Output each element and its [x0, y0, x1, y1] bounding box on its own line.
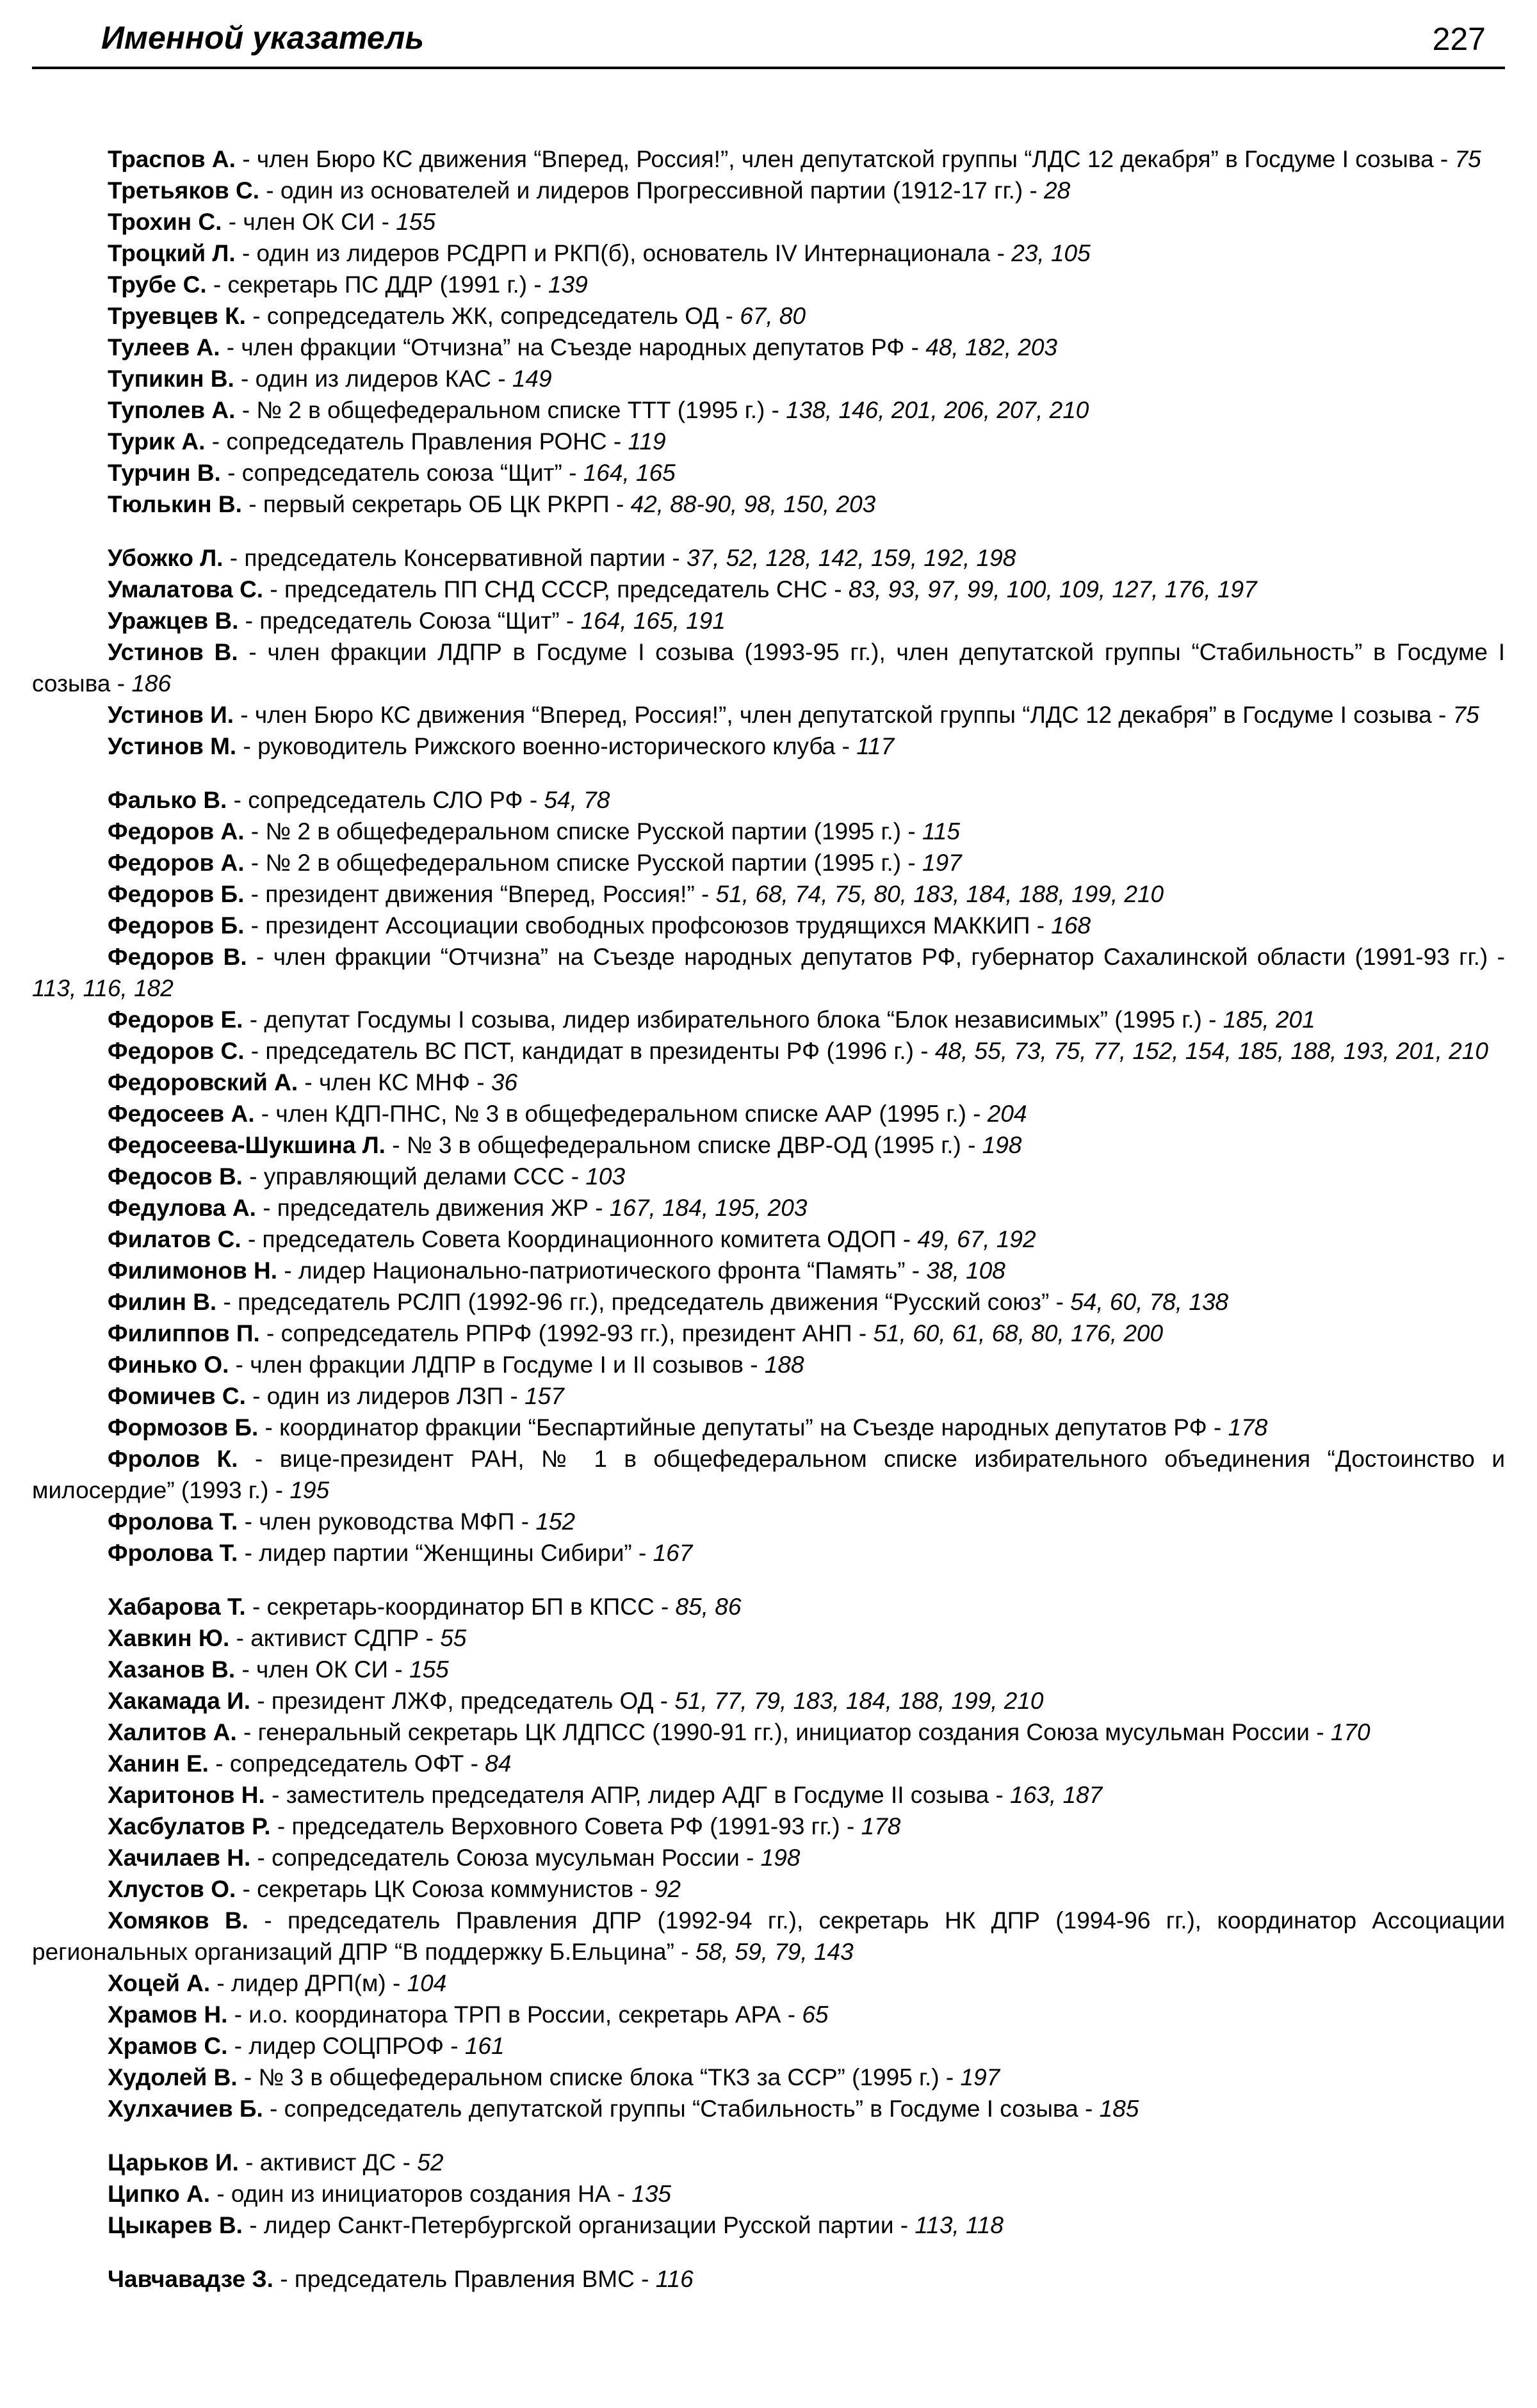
name-index — [32, 143, 1505, 2295]
entry-name: Филатов С. — [108, 1226, 241, 1252]
entry-description: - секретарь ЦК Союза коммунистов - — [236, 1876, 655, 1902]
entry-name: Турик А. — [108, 428, 206, 455]
entry-pages: 48, 55, 73, 75, 77, 152, 154, 185, 188, 193, 201, 210 — [934, 1038, 1488, 1064]
entry-name: Худолей В. — [108, 2064, 238, 2090]
entry-name: Устинов В. — [108, 639, 238, 665]
entry-pages: 135 — [631, 2181, 671, 2207]
entry-name: Филимонов Н. — [108, 1257, 278, 1284]
entry-description: - председатель Союза “Щит” - — [238, 608, 581, 634]
index-page — [32, 12, 1505, 2317]
running-title: Именной указатель — [101, 20, 425, 56]
index-entry — [32, 542, 1505, 574]
entry-name: Траспов А. — [108, 146, 236, 172]
entry-description: - лидер партии “Женщины Сибири” - — [238, 1540, 653, 1566]
entry-pages: 198 — [982, 1132, 1022, 1158]
entry-pages: 197 — [960, 2064, 1000, 2090]
entry-name: Храмов С. — [108, 2033, 228, 2059]
entry-description: - управляющий делами ССС - — [242, 1163, 586, 1190]
index-entry — [32, 2210, 1505, 2241]
entry-pages: 51, 68, 74, 75, 80, 183, 184, 188, 199, 210 — [715, 881, 1164, 907]
entry-description: - лидер Национально-патриотического фронта “Память” - — [277, 1257, 927, 1284]
index-entry — [32, 332, 1505, 363]
entry-name: Турчин В. — [108, 460, 221, 486]
index-entry — [32, 574, 1505, 605]
letter-group — [32, 784, 1505, 1569]
entry-description: - № 2 в общефедеральном списке Русской партии (1995 г.) - — [244, 850, 922, 876]
entry-pages: 168 — [1051, 912, 1091, 939]
entry-description: - первый секретарь ОБ ЦК РКРП - — [241, 491, 631, 517]
index-entry — [32, 816, 1505, 847]
entry-pages: 67, 80 — [740, 303, 806, 329]
entry-name: Хакамада И. — [108, 1688, 251, 1714]
entry-pages: 48, 182, 203 — [925, 334, 1057, 360]
entry-pages: 103 — [585, 1163, 626, 1190]
entry-name: Тулеев А. — [108, 334, 220, 360]
entry-name: Храмов Н. — [108, 2001, 228, 2028]
index-entry — [32, 300, 1505, 332]
entry-name: Федоров Б. — [108, 881, 245, 907]
index-entry — [32, 457, 1505, 489]
entry-description: - один из основателей и лидеров Прогрессивной партии (1912-17 гг.) - — [259, 177, 1045, 204]
index-entry — [32, 363, 1505, 394]
entry-name: Хачилаев Н. — [108, 1845, 251, 1871]
entry-pages: 51, 77, 79, 183, 184, 188, 199, 210 — [674, 1688, 1044, 1714]
entry-pages: 113, 116, 182 — [32, 975, 174, 1001]
entry-name: Устинов М. — [108, 733, 237, 759]
index-entry — [32, 1443, 1505, 1506]
entry-description: - секретарь ПС ДДР (1991 г.) - — [206, 271, 548, 298]
index-entry — [32, 1842, 1505, 1873]
entry-description: - координатор фракции “Беспартийные депутаты” на Съезде народных депутатов РФ - — [258, 1414, 1228, 1441]
entry-name: Фалько В. — [108, 787, 227, 813]
entry-description: - сопредседатель депутатской группы “Стабильность” в Госдуме I созыва - — [263, 2096, 1100, 2122]
entry-description: - и.о. координатора ТРП в России, секретарь АРА - — [227, 2001, 802, 2028]
index-entry — [32, 1161, 1505, 1192]
index-entry — [32, 1255, 1505, 1286]
entry-description: - сопредседатель ЖК, сопредседатель ОД - — [245, 303, 740, 329]
entry-pages: 55 — [440, 1625, 467, 1651]
index-entry — [32, 1591, 1505, 1622]
entry-description: - председатель ВС ПСТ, кандидат в президенты РФ (1996 г.) - — [244, 1038, 935, 1064]
entry-name: Троцкий Л. — [108, 240, 236, 266]
index-entry — [32, 1905, 1505, 1968]
entry-name: Устинов И. — [108, 702, 234, 728]
entry-description: - активист ДС - — [238, 2149, 418, 2176]
entry-pages: 113, 118 — [915, 2212, 1004, 2238]
entry-name: Умалатова С. — [108, 576, 264, 602]
entry-description: - член КДП-ПНС, № 3 в общефедеральном списке ААР (1995 г.) - — [254, 1101, 988, 1127]
entry-name: Харитонов Н. — [108, 1782, 265, 1808]
entry-pages: 23, 105 — [1011, 240, 1091, 266]
entry-pages: 54, 78 — [544, 787, 610, 813]
entry-name: Федосеева-Шукшина Л. — [108, 1132, 386, 1158]
letter-group — [32, 143, 1505, 520]
entry-description: - член Бюро КС движения “Вперед, Россия!”, член депутатской группы “ЛДС 12 декабря” в Госдуме I созыва - — [235, 146, 1455, 172]
index-entry — [32, 1412, 1505, 1443]
entry-pages: 149 — [512, 366, 552, 392]
entry-pages: 36 — [491, 1069, 518, 1095]
entry-name: Трубе С. — [108, 271, 207, 298]
entry-name: Труевцев К. — [108, 303, 246, 329]
index-entry — [32, 1748, 1505, 1779]
entry-pages: 117 — [856, 733, 895, 759]
index-entry — [32, 1779, 1505, 1811]
entry-pages: 42, 88-90, 98, 150, 203 — [630, 491, 876, 517]
index-entry — [32, 2093, 1505, 2124]
index-entry — [32, 1537, 1505, 1569]
entry-name: Федоров А. — [108, 850, 245, 876]
entry-name: Хабарова Т. — [108, 1594, 246, 1620]
entry-name: Филин В. — [108, 1289, 217, 1315]
entry-description: - один из лидеров ЛЗП - — [245, 1383, 525, 1409]
entry-pages: 178 — [1228, 1414, 1268, 1441]
entry-name: Хоцей А. — [108, 1970, 211, 1996]
entry-description: - председатель РСЛП (1992-96 гг.), председатель движения “Русский союз” - — [216, 1289, 1071, 1315]
letter-group — [32, 2147, 1505, 2241]
entry-pages: 167 — [653, 1540, 693, 1566]
entry-pages: 185 — [1099, 2096, 1139, 2122]
index-entry — [32, 269, 1505, 300]
entry-pages: 51, 60, 61, 68, 80, 176, 200 — [873, 1320, 1164, 1346]
entry-name: Фролов К. — [108, 1446, 238, 1472]
entry-pages: 152 — [535, 1508, 576, 1535]
entry-name: Финько О. — [108, 1352, 229, 1378]
entry-name: Фомичев С. — [108, 1383, 246, 1409]
index-entry — [32, 1506, 1505, 1537]
entry-pages: 83, 93, 97, 99, 100, 109, 127, 176, 197 — [848, 576, 1257, 602]
entry-description: - № 3 в общефедеральном списке ДВР-ОД (1995 г.) - — [385, 1132, 982, 1158]
entry-description: - депутат Госдумы I созыва, лидер избирательного блока “Блок независимых” (1995 г.) - — [243, 1006, 1223, 1033]
index-entry — [32, 206, 1505, 238]
letter-group — [32, 542, 1505, 762]
entry-pages: 195 — [289, 1477, 330, 1503]
entry-pages: 164, 165, 191 — [580, 608, 726, 634]
entry-pages: 155 — [409, 1656, 449, 1683]
entry-pages: 204 — [987, 1101, 1027, 1127]
entry-description: - член ОК СИ - — [235, 1656, 410, 1683]
entry-name: Формозов Б. — [108, 1414, 259, 1441]
entry-description: - председатель Верховного Совета РФ (1991-93 гг.) - — [270, 1813, 861, 1839]
entry-pages: 170 — [1330, 1719, 1370, 1745]
entry-pages: 167, 184, 195, 203 — [609, 1195, 808, 1221]
entry-description: - председатель Совета Координационного комитета ОДОП - — [241, 1226, 918, 1252]
index-entry — [32, 426, 1505, 457]
entry-name: Хавкин Ю. — [108, 1625, 230, 1651]
entry-name: Фролова Т. — [108, 1508, 238, 1535]
entry-pages: 161 — [464, 2033, 505, 2059]
entry-name: Хулхачиев Б. — [108, 2096, 263, 2122]
entry-description: - член фракции “Отчизна” на Съезде народных депутатов РФ, губернатор Сахалинской области (1991-93 гг.) - — [247, 944, 1505, 970]
entry-pages: 92 — [654, 1876, 681, 1902]
entry-name: Федосов В. — [108, 1163, 243, 1190]
entry-pages: 85, 86 — [675, 1594, 742, 1620]
letter-group — [32, 1591, 1505, 2124]
index-entry — [32, 1873, 1505, 1905]
entry-pages: 116 — [655, 2266, 694, 2292]
entry-name: Хазанов В. — [108, 1656, 236, 1683]
index-entry — [32, 1286, 1505, 1318]
entry-name: Федоров Б. — [108, 912, 245, 939]
entry-description: - сопредседатель союза “Щит” - — [220, 460, 583, 486]
index-entry — [32, 2062, 1505, 2093]
entry-description: - председатель Правления ВМС - — [273, 2266, 656, 2292]
entry-pages: 139 — [548, 271, 588, 298]
entry-description: - член фракции “Отчизна” на Съезде народных депутатов РФ - — [220, 334, 926, 360]
index-entry — [32, 636, 1505, 699]
entry-pages: 104 — [407, 1970, 447, 1996]
entry-description: - вице-президент РАН, № 1 в общефедеральном списке избирательного объединения “Достоинство и милосердие” (1993 г.) - — [32, 1446, 1505, 1503]
index-entry — [32, 1224, 1505, 1255]
entry-description: - лидер Санкт-Петербургской организации Русской партии - — [242, 2212, 915, 2238]
entry-name: Федоров Е. — [108, 1006, 243, 1033]
entry-pages: 188 — [764, 1352, 804, 1378]
entry-description: - один из инициаторов создания НА - — [210, 2181, 632, 2207]
index-entry — [32, 394, 1505, 426]
entry-pages: 164, 165 — [583, 460, 676, 486]
entry-name: Цыкарев В. — [108, 2212, 243, 2238]
index-entry — [32, 605, 1505, 636]
entry-description: - секретарь-координатор БП в КПСС - — [245, 1594, 676, 1620]
entry-description: - председатель ПП СНД СССР, председатель СНС - — [263, 576, 849, 602]
entry-pages: 37, 52, 128, 142, 159, 192, 198 — [686, 545, 1016, 571]
entry-name: Фролова Т. — [108, 1540, 238, 1566]
index-entry — [32, 143, 1505, 175]
entry-name: Халитов А. — [108, 1719, 237, 1745]
entry-pages: 84 — [485, 1750, 512, 1777]
page-number: 227 — [1432, 21, 1486, 57]
entry-pages: 38, 108 — [926, 1257, 1005, 1284]
entry-description: - сопредседатель РПРФ (1992-93 гг.), президент АНП - — [259, 1320, 874, 1346]
letter-group — [32, 2263, 1505, 2295]
entry-description: - один из лидеров КАС - — [234, 366, 512, 392]
page-header — [32, 12, 1505, 69]
entry-pages: 58, 59, 79, 143 — [695, 1939, 854, 1965]
index-entry — [32, 1349, 1505, 1380]
entry-name: Ханин Е. — [108, 1750, 209, 1777]
index-entry — [32, 1968, 1505, 1999]
entry-pages: 198 — [760, 1845, 801, 1871]
entry-description: - сопредседатель ОФТ - — [208, 1750, 485, 1777]
index-entry — [32, 941, 1505, 1004]
index-entry — [32, 847, 1505, 878]
entry-name: Тюлькин В. — [108, 491, 242, 517]
entry-description: - № 2 в общефедеральном списке Русской партии (1995 г.) - — [244, 818, 922, 844]
entry-name: Федоров С. — [108, 1038, 245, 1064]
index-entry — [32, 1129, 1505, 1161]
index-entry — [32, 1717, 1505, 1748]
index-entry — [32, 1685, 1505, 1717]
index-entry — [32, 1811, 1505, 1842]
entry-description: - член фракции ЛДПР в Госдуме I и II созывов - — [229, 1352, 765, 1378]
entry-pages: 75 — [1454, 146, 1481, 172]
index-entry — [32, 1035, 1505, 1067]
entry-pages: 28 — [1044, 177, 1071, 204]
entry-name: Хлустов О. — [108, 1876, 236, 1902]
entry-pages: 178 — [861, 1813, 901, 1839]
index-entry — [32, 2147, 1505, 2178]
index-entry — [32, 731, 1505, 762]
index-entry — [32, 1622, 1505, 1654]
entry-pages: 115 — [922, 818, 960, 844]
entry-name: Трохин С. — [108, 209, 222, 235]
index-entry — [32, 2178, 1505, 2210]
index-entry — [32, 175, 1505, 206]
entry-name: Хомяков В. — [108, 1907, 248, 1934]
entry-description: - председатель движения ЖР - — [256, 1195, 610, 1221]
entry-name: Чавчавадзе З. — [108, 2266, 273, 2292]
entry-name: Тупикин В. — [108, 366, 234, 392]
index-entry — [32, 878, 1505, 910]
index-entry — [32, 910, 1505, 941]
index-entry — [32, 2263, 1505, 2295]
entry-name: Хасбулатов Р. — [108, 1813, 271, 1839]
index-entry — [32, 1067, 1505, 1098]
index-entry — [32, 1999, 1505, 2030]
entry-name: Федоровский А. — [108, 1069, 298, 1095]
index-entry — [32, 1004, 1505, 1035]
entry-pages: 197 — [922, 850, 962, 876]
index-entry — [32, 1098, 1505, 1129]
entry-description: - сопредседатель Правления РОНС - — [205, 428, 628, 455]
entry-description: - руководитель Рижского военно-исторического клуба - — [236, 733, 857, 759]
index-entry — [32, 784, 1505, 816]
entry-name: Туполев А. — [108, 397, 236, 423]
entry-name: Федоров А. — [108, 818, 245, 844]
entry-name: Третьяков С. — [108, 177, 259, 204]
index-entry — [32, 2030, 1505, 2062]
entry-pages: 52 — [417, 2149, 444, 2176]
entry-name: Ципко А. — [108, 2181, 211, 2207]
entry-description: - президент движения “Вперед, Россия!” - — [244, 881, 716, 907]
index-entry — [32, 1654, 1505, 1685]
index-entry — [32, 1380, 1505, 1412]
entry-pages: 157 — [525, 1383, 564, 1409]
entry-description: - № 2 в общефедеральном списке ТТТ (1995 г.) - — [235, 397, 786, 423]
entry-pages: 75 — [1452, 702, 1479, 728]
entry-pages: 119 — [628, 428, 666, 455]
entry-description: - один из лидеров РСДРП и РКП(б), основатель IV Интернационала - — [235, 240, 1012, 266]
entry-description: - член фракции ЛДПР в Госдуме I созыва (1993-95 гг.), член депутатской группы “Стабильность” в Госдуме I созыва - — [32, 639, 1505, 697]
entry-description: - лидер ДРП(м) - — [210, 1970, 407, 1996]
entry-name: Федулова А. — [108, 1195, 256, 1221]
entry-description: - сопредседатель Союза мусульман России - — [250, 1845, 761, 1871]
index-entry — [32, 1318, 1505, 1349]
entry-name: Филиппов П. — [108, 1320, 260, 1346]
entry-pages: 186 — [131, 670, 172, 697]
entry-description: - заместитель председателя АПР, лидер АДГ в Госдуме II созыва - — [264, 1782, 1011, 1808]
entry-pages: 163, 187 — [1010, 1782, 1103, 1808]
entry-pages: 138, 146, 201, 206, 207, 210 — [786, 397, 1089, 423]
entry-description: - председатель Правления ДПР (1992-94 гг.), секретарь НК ДПР (1994-96 гг.), координатор Ассоциации региональных организаций ДПР “В поддержку Б.Ельцина” - — [32, 1907, 1505, 1965]
entry-pages: 65 — [802, 2001, 829, 2028]
entry-name: Федоров В. — [108, 944, 247, 970]
entry-pages: 49, 67, 192 — [917, 1226, 1036, 1252]
entry-name: Убожко Л. — [108, 545, 224, 571]
entry-description: - член Бюро КС движения “Вперед, Россия!”, член депутатской группы “ЛДС 12 декабря” в Госдуме I созыва - — [233, 702, 1453, 728]
entry-description: - член руководства МФП - — [238, 1508, 536, 1535]
entry-description: - сопредседатель СЛО РФ - — [227, 787, 544, 813]
entry-description: - член КС МНФ - — [298, 1069, 491, 1095]
entry-description: - член ОК СИ - — [222, 209, 396, 235]
entry-description: - активист СДПР - — [229, 1625, 441, 1651]
entry-description: - генеральный секретарь ЦК ЛДПСС (1990-91 гг.), инициатор создания Союза мусульман России - — [236, 1719, 1331, 1745]
entry-pages: 155 — [396, 209, 436, 235]
entry-name: Царьков И. — [108, 2149, 239, 2176]
entry-description: - президент Ассоциации свободных профсоюзов трудящихся МАККИП - — [244, 912, 1052, 939]
entry-pages: 185, 201 — [1223, 1006, 1315, 1033]
index-entry — [32, 238, 1505, 269]
entry-description: - президент ЛЖФ, председатель ОД - — [250, 1688, 675, 1714]
entry-description: - № 3 в общефедеральном списке блока “ТКЗ за ССР” (1995 г.) - — [237, 2064, 961, 2090]
index-entry — [32, 489, 1505, 520]
entry-description: - лидер СОЦПРОФ - — [227, 2033, 465, 2059]
entry-name: Федосеев А. — [108, 1101, 255, 1127]
entry-description: - председатель Консервативной партии - — [223, 545, 687, 571]
index-entry — [32, 699, 1505, 731]
index-entry — [32, 1192, 1505, 1224]
entry-name: Уражцев В. — [108, 608, 239, 634]
entry-pages: 54, 60, 78, 138 — [1070, 1289, 1229, 1315]
